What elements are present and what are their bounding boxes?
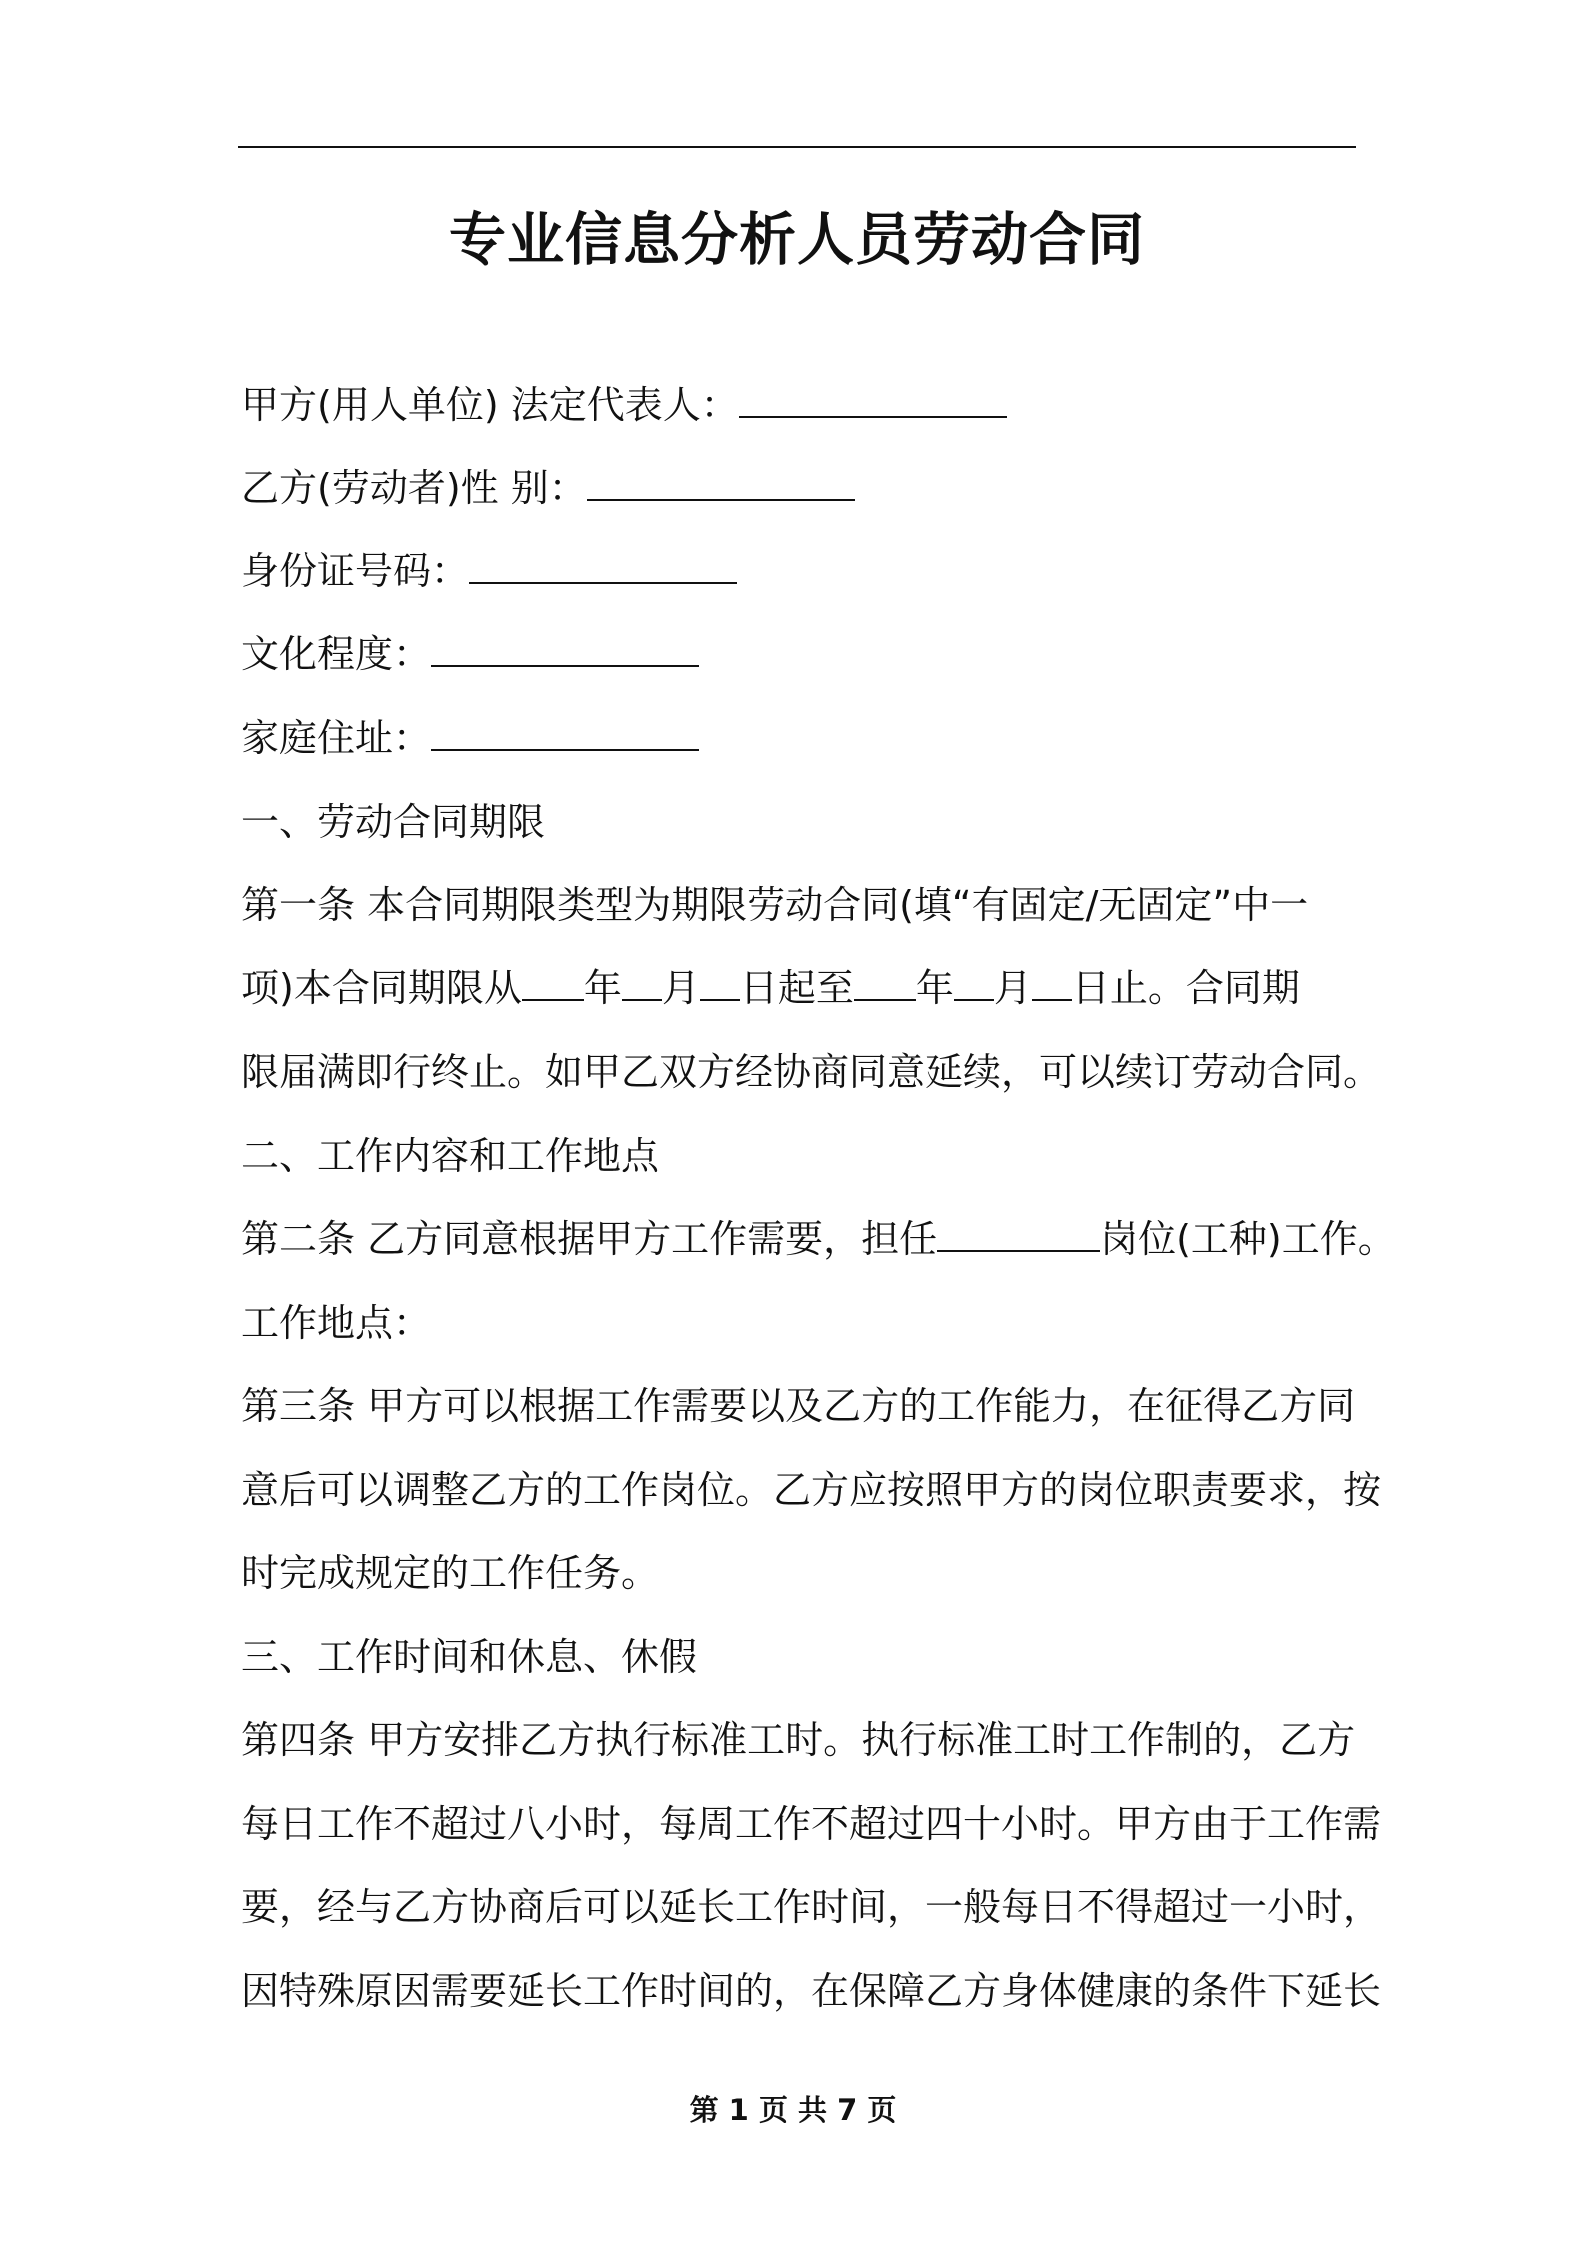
start-day-blank: [700, 965, 740, 1001]
end-year-blank: [854, 965, 916, 1001]
id-number-line: [241, 546, 737, 596]
article-2-line-1: [241, 1214, 1396, 1264]
article-1-line-2-start: 项)本合同期限从: [241, 966, 522, 1010]
education-line: [241, 629, 699, 679]
job-position-blank: [937, 1216, 1100, 1252]
month-label: 月: [661, 966, 700, 1010]
article-1-line-1: 第一条 本合同期限类型为期限劳动合同(填“有固定/无固定”中一: [241, 883, 1309, 927]
article-2-line-1-end: 岗位(工种)工作。: [1100, 1217, 1396, 1261]
document-title: 专业信息分析人员劳动合同: [449, 207, 1145, 273]
start-month-blank: [622, 965, 662, 1001]
article-3-line-2: 意后可以调整乙方的工作岗位。乙方应按照甲方的岗位职责要求，按: [241, 1468, 1382, 1512]
section-heading-hours: 三、工作时间和休息、休假: [241, 1635, 698, 1679]
work-location-line: 工作地点：: [241, 1301, 432, 1345]
home-address-line: [241, 713, 699, 763]
party-a-blank: [739, 382, 1007, 418]
home-address-label: 家庭住址：: [241, 716, 432, 760]
article-4-line-1: 第四条 甲方安排乙方执行标准工时。执行标准工时工作制的，乙方: [241, 1718, 1356, 1762]
article-3-line-1: 第三条 甲方可以根据工作需要以及乙方的工作能力，在征得乙方同: [241, 1384, 1356, 1428]
article-1-line-3: 限届满即行终止。如甲乙双方经协商同意延续，可以续订劳动合同。: [241, 1050, 1382, 1094]
party-b-line: [241, 463, 855, 513]
section-heading-term: 一、劳动合同期限: [241, 800, 546, 844]
article-1-line-2-end: 日止。合同期: [1071, 966, 1300, 1010]
home-address-blank: [431, 715, 699, 751]
article-4-line-4: 因特殊原因需要延长工作时间的，在保障乙方身体健康的条件下延长: [241, 1969, 1382, 2013]
header-rule: [238, 146, 1356, 148]
article-4-line-3: 要，经与乙方协商后可以延长工作时间，一般每日不得超过一小时，: [241, 1885, 1382, 1929]
from-label: 日起至: [739, 966, 854, 1010]
end-day-blank: [1032, 965, 1072, 1001]
party-a-label: 甲方(用人单位) 法定代表人：: [241, 383, 739, 427]
article-1-line-2: [241, 963, 1300, 1013]
section-heading-work: 二、工作内容和工作地点: [241, 1134, 660, 1178]
end-year-label: 年: [915, 966, 954, 1010]
party-b-label: 乙方(劳动者)性 别：: [241, 466, 587, 510]
article-3-line-3: 时完成规定的工作任务。: [241, 1551, 660, 1595]
end-month-blank: [954, 965, 994, 1001]
start-year-blank: [522, 965, 584, 1001]
year-label: 年: [583, 966, 622, 1010]
id-number-blank: [469, 548, 737, 584]
id-number-label: 身份证号码：: [241, 549, 470, 593]
article-2-line-1-start: 第二条 乙方同意根据甲方工作需要，担任: [241, 1217, 938, 1261]
education-label: 文化程度：: [241, 632, 432, 676]
article-4-line-2: 每日工作不超过八小时，每周工作不超过四十小时。甲方由于工作需: [241, 1802, 1382, 1846]
page-number: 第 1 页 共 7 页: [689, 2093, 897, 2127]
party-a-line: [241, 380, 1007, 430]
party-b-blank: [587, 465, 855, 501]
education-blank: [431, 631, 699, 667]
end-month-label: 月: [993, 966, 1032, 1010]
